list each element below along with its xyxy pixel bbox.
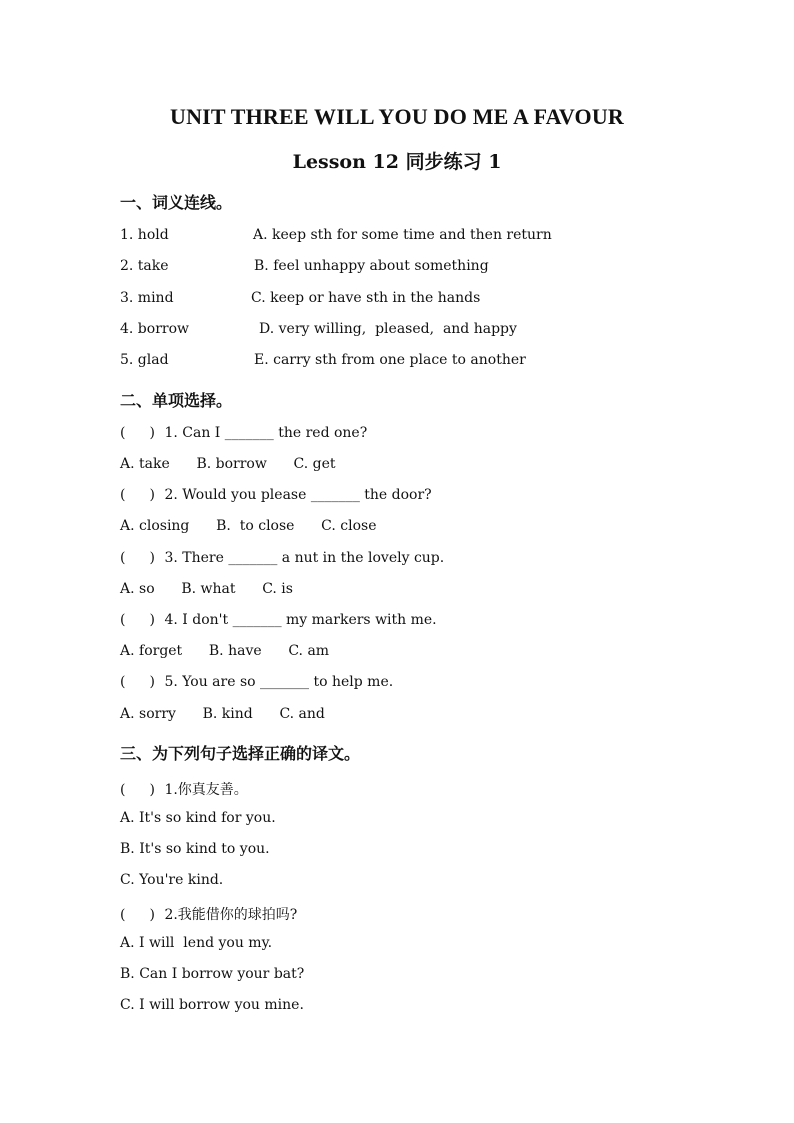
section2-heading: 二、单项选择。 — [120, 391, 233, 410]
section1-heading: 一、词义连线。 — [120, 193, 233, 212]
question-text: 4. I don't _______ my markers with me. — [164, 612, 437, 628]
document-title: UNIT THREE WILL YOU DO ME A FAVOUR — [170, 104, 624, 129]
translation-option: C. You're kind. — [120, 872, 224, 888]
translation-option: B. Can I borrow your bat? — [120, 966, 305, 982]
question-text: 3. There _______ a nut in the lovely cup. — [164, 550, 445, 566]
answer-paren: ( ) — [120, 487, 155, 503]
question-line — [120, 487, 432, 503]
match-word: 4. borrow — [120, 321, 189, 337]
question-line — [120, 550, 444, 566]
translation-option: A. I will lend you my. — [120, 935, 273, 951]
match-meaning: E. carry sth from one place to another — [254, 352, 526, 368]
match-meaning: B. feel unhappy about something — [254, 258, 489, 274]
match-meaning: C. keep or have sth in the hands — [251, 290, 481, 306]
question-options: A. so B. what C. is — [120, 581, 293, 597]
answer-paren: ( ) — [120, 425, 155, 441]
answer-paren: ( ) — [120, 782, 155, 798]
question-options: A. forget B. have C. am — [120, 643, 330, 659]
question-options: A. sorry B. kind C. and — [120, 706, 325, 722]
match-word: 2. take — [120, 258, 169, 274]
section3-heading: 三、为下列句子选择正确的译文。 — [120, 744, 361, 763]
match-meaning: D. very willing, pleased, and happy — [259, 321, 517, 337]
question-text: 2. Would you please _______ the door? — [164, 487, 432, 503]
question-text: 5. You are so _______ to help me. — [164, 674, 394, 690]
match-word: 5. glad — [120, 352, 169, 368]
match-meaning: A. keep sth for some time and then return — [253, 227, 552, 243]
answer-paren: ( ) — [120, 550, 155, 566]
document-subtitle: Lesson 12 同步练习 1 — [292, 151, 502, 173]
question-line — [120, 612, 437, 628]
question-line — [120, 904, 297, 924]
translation-option: B. It's so kind to you. — [120, 841, 270, 857]
answer-paren: ( ) — [120, 612, 155, 628]
question-text: 1. Can I _______ the red one? — [164, 425, 368, 441]
answer-paren: ( ) — [120, 907, 155, 923]
translation-option: C. I will borrow you mine. — [120, 997, 304, 1013]
question-line — [120, 779, 248, 799]
question-options: A. take B. borrow C. get — [120, 456, 336, 472]
question-line — [120, 674, 393, 690]
answer-paren: ( ) — [120, 674, 155, 690]
question-line — [120, 425, 367, 441]
match-word: 3. mind — [120, 290, 174, 306]
match-word: 1. hold — [120, 227, 169, 243]
question-text: 1.你真友善。 — [164, 782, 248, 798]
translation-option: A. It's so kind for you. — [120, 810, 276, 826]
question-text: 2.我能借你的球拍吗? — [164, 907, 298, 923]
question-options: A. closing B. to close C. close — [120, 518, 377, 534]
